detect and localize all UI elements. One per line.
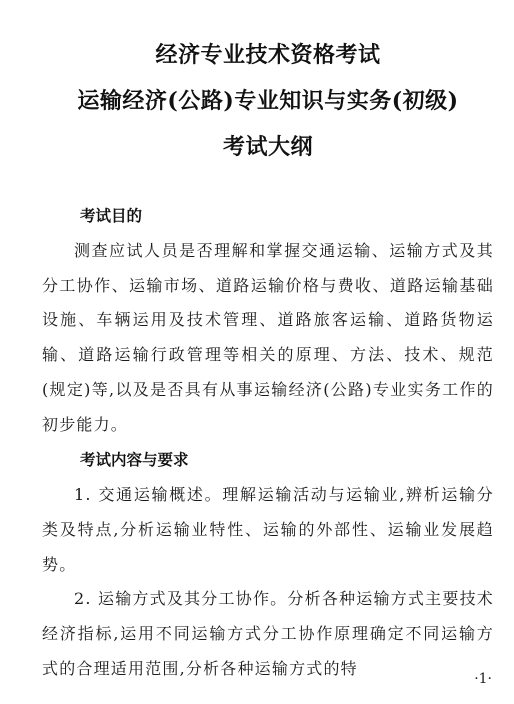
section-heading-exam-content: 考试内容与要求 xyxy=(80,451,189,470)
content-paragraph-2: 2. 运输方式及其分工协作。分析各种运输方式主要技术经济指标,运用不同运输方式分工协作原理确定不同运输方式的合理适用范围,分析各种运输方式的特 xyxy=(42,589,494,678)
section-heading-exam-purpose: 考试目的 xyxy=(80,207,143,225)
page-number: ·1· xyxy=(474,671,492,687)
document-title-line-2: 运输经济(公路)专业知识与实务(初级) xyxy=(77,88,459,114)
document-title-line-1: 经济专业技术资格考试 xyxy=(155,42,381,68)
document-title-line-3: 考试大纲 xyxy=(222,134,313,160)
content-paragraph-1: 1. 交通运输概述。理解运输活动与运输业,辨析运输分类及特点,分析运输业特性、运输的外部性、运输业发展趋势。 xyxy=(42,485,494,574)
exam-purpose-paragraph: 测查应试人员是否理解和掌握交通运输、运输方式及其分工协作、运输市场、道路运输价格与费收、道路运输基础设施、车辆运用及技术管理、道路旅客运输、道路货物运输、道路运输行政管理等相关的原理、方法、技术、规范(规定)等,以及是否具有从事运输经济(公路)专业实务工作的初步能力。 xyxy=(42,241,494,434)
